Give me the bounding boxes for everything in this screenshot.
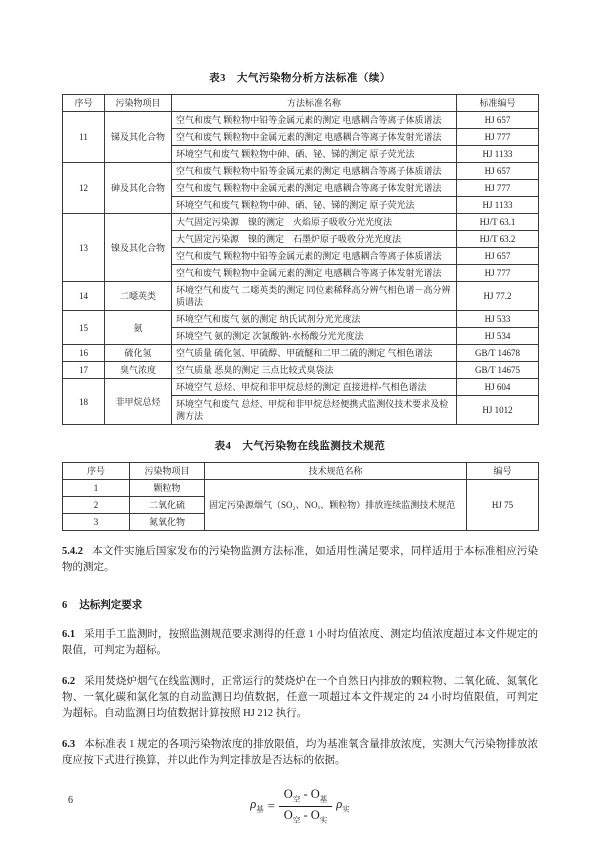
group-no: 17 bbox=[63, 362, 105, 379]
table4-header-pollutant: 污染物项目 bbox=[130, 463, 205, 480]
table4-header-spec: 技术规范名称 bbox=[205, 463, 467, 480]
standard-code: HJ 77.2 bbox=[457, 282, 539, 311]
section-6-heading bbox=[62, 597, 538, 612]
clause-text: 采用焚烧炉烟气在线监测时，正常运行的焚烧炉在一个自然日内排放的颗粒物、二氧化硫、氮氧化物、一氧化碳和氯化氢的自动监测日均值数据，任意一项超过本文件规定的 24 小时均值限值，可判定为超标。自动监测日均值数据计算按照 HJ 212 执行。 bbox=[62, 676, 538, 719]
method-name: 环境空气和废气 颗粒物中砷、硒、铋、锑的测定 原子荧光法 bbox=[172, 197, 457, 214]
section-number: 6 bbox=[62, 600, 68, 611]
pollutant-name: 锑及其化合物 bbox=[105, 112, 172, 163]
clause-text: 采用手工监测时，按照监测规范要求测得的任意 1 小时均值浓度、测定均值浓度超过本文件规定的限值，可判定为超标。 bbox=[62, 629, 538, 656]
pollutant-name: 颗粒物 bbox=[130, 480, 205, 497]
pollutant-name: 臭气浓度 bbox=[105, 362, 172, 379]
table-row bbox=[63, 480, 539, 497]
group-no: 12 bbox=[63, 163, 105, 214]
table3-header-pollutant: 污染物项目 bbox=[105, 95, 172, 112]
clause-6-2 bbox=[62, 674, 538, 722]
table-row bbox=[63, 112, 539, 129]
table3-header-code: 标准编号 bbox=[457, 95, 539, 112]
pollutant-name: 非甲烷总烃 bbox=[105, 379, 172, 425]
standard-code: HJ 777 bbox=[457, 129, 539, 146]
pollutant-name: 二氧化硫 bbox=[130, 497, 205, 514]
clause-number: 6.3 bbox=[62, 739, 76, 750]
method-name: 空气和废气 颗粒物中铅等金属元素的测定 电感耦合等离子体质谱法 bbox=[172, 112, 457, 129]
pollutant-name: 硫化氢 bbox=[105, 345, 172, 362]
pollutant-name: 镍及其化合物 bbox=[105, 214, 172, 282]
method-name: 空气和废气 颗粒物中金属元素的测定 电感耦合等离子体发射光谱法 bbox=[172, 180, 457, 197]
group-no: 15 bbox=[63, 311, 105, 345]
table-row bbox=[63, 345, 539, 362]
clause-number: 5.4.2 bbox=[62, 546, 83, 557]
page-content bbox=[62, 0, 538, 825]
method-name: 环境空气和废气 氨的测定 纳氏试剂分光光度法 bbox=[172, 311, 457, 328]
method-name: 空气质量 硫化氢、甲硫醇、甲硫醚和二甲二硫的测定 气相色谱法 bbox=[172, 345, 457, 362]
pollutant-name: 氮氧化物 bbox=[130, 514, 205, 531]
standard-code: HJ 533 bbox=[457, 311, 539, 328]
method-name: 空气和废气 颗粒物中铅等金属元素的测定 电感耦合等离子体质谱法 bbox=[172, 248, 457, 265]
table-row bbox=[63, 163, 539, 180]
method-name: 空气和废气 颗粒物中金属元素的测定 电感耦合等离子体发射光谱法 bbox=[172, 129, 457, 146]
formula-lhs: $\rho_基$ bbox=[250, 797, 264, 814]
table4-header-code: 编号 bbox=[467, 463, 539, 480]
standard-code: HJ 657 bbox=[457, 163, 539, 180]
method-name: 环境空气和废气 总烃、甲烷和非甲烷总烃便携式监测仪技术要求及检测方法 bbox=[172, 396, 457, 425]
clause-number: 6.2 bbox=[62, 676, 76, 687]
standard-code: HJ 1133 bbox=[457, 197, 539, 214]
method-name: 环境空气 总烃、甲烷和非甲烷总烃的测定 直接进样-气相色谱法 bbox=[172, 379, 457, 396]
standard-code: HJ/T 63.1 bbox=[457, 214, 539, 231]
fraction-denominator: $O_空 - O_实$ bbox=[283, 807, 328, 824]
table3-header-no: 序号 bbox=[63, 95, 105, 112]
group-no: 11 bbox=[63, 112, 105, 163]
clause-text: 本文件实施后国家发布的污染物监测方法标准，如适用性满足要求，同样适用于本标准相应污染物的测定。 bbox=[62, 546, 538, 573]
row-no: 3 bbox=[63, 514, 130, 531]
equals-sign: = bbox=[267, 798, 275, 813]
standard-code: HJ 777 bbox=[457, 265, 539, 282]
clause-5-4-2 bbox=[62, 544, 538, 576]
row-no: 2 bbox=[63, 497, 130, 514]
table4-title: 表4 大气污染物在线监测技术规范 bbox=[214, 441, 386, 452]
method-name: 空气和废气 颗粒物中铅等金属元素的测定 电感耦合等离子体质谱法 bbox=[172, 163, 457, 180]
row-no: 1 bbox=[63, 480, 130, 497]
clause-6-3 bbox=[62, 737, 538, 769]
table4-header-row bbox=[63, 463, 539, 480]
formula-rhs: $\rho_实$ bbox=[336, 797, 350, 814]
table3-header-row bbox=[63, 95, 539, 112]
table3 bbox=[62, 94, 539, 425]
method-name: 空气质量 恶臭的测定 三点比较式臭袋法 bbox=[172, 362, 457, 379]
standard-code: HJ 777 bbox=[457, 180, 539, 197]
clause-text: 本标准表 1 规定的各项污染物浓度的排放限值，均为基准氧含量排放浓度，实测大气污染物排放浓度应按下式进行换算，并以此作为判定排放是否达标的依据。 bbox=[62, 739, 538, 766]
standard-code: HJ 657 bbox=[457, 112, 539, 129]
page-number: 6 bbox=[68, 795, 73, 806]
table4 bbox=[62, 462, 539, 531]
table-row bbox=[63, 282, 539, 311]
table4-header-no: 序号 bbox=[63, 463, 130, 480]
group-no: 13 bbox=[63, 214, 105, 282]
table3-title: 表3 大气污染物分析方法标准（续） bbox=[209, 73, 391, 84]
clause-number: 6.1 bbox=[62, 629, 76, 640]
standard-code: GB/T 14675 bbox=[457, 362, 539, 379]
table-row bbox=[63, 379, 539, 396]
standard-code: HJ/T 63.2 bbox=[457, 231, 539, 248]
table-row bbox=[63, 311, 539, 328]
method-name: 环境空气和废气 颗粒物中砷、硒、铋、锑的测定 原子荧光法 bbox=[172, 146, 457, 163]
pollutant-name: 二噁英类 bbox=[105, 282, 172, 311]
method-name: 环境空气 氨的测定 次氯酸钠-水杨酸分光光度法 bbox=[172, 328, 457, 345]
group-no: 18 bbox=[63, 379, 105, 425]
formula-fraction bbox=[279, 787, 332, 825]
pollutant-name: 砷及其化合物 bbox=[105, 163, 172, 214]
table3-header-method: 方法标准名称 bbox=[172, 95, 457, 112]
method-name: 环境空气和废气 二噁英类的测定 同位素稀释高分辨气相色谱－高分辨质谱法 bbox=[172, 282, 457, 311]
clause-6-1 bbox=[62, 627, 538, 659]
fraction-numerator: $O_空 - O_基$ bbox=[279, 787, 332, 807]
table-row bbox=[63, 362, 539, 379]
group-no: 14 bbox=[63, 282, 105, 311]
section-title: 达标判定要求 bbox=[79, 600, 143, 611]
standard-code: HJ 75 bbox=[467, 480, 539, 531]
group-no: 16 bbox=[63, 345, 105, 362]
method-name: 大气固定污染源 镍的测定 火焰原子吸收分光光度法 bbox=[172, 214, 457, 231]
table-row bbox=[63, 214, 539, 231]
standard-code: HJ 657 bbox=[457, 248, 539, 265]
method-name: 空气和废气 颗粒物中金属元素的测定 电感耦合等离子体发射光谱法 bbox=[172, 265, 457, 282]
standard-code: HJ 1133 bbox=[457, 146, 539, 163]
pollutant-name: 氨 bbox=[105, 311, 172, 345]
standard-code: HJ 534 bbox=[457, 328, 539, 345]
method-name: 大气固定污染源 镍的测定 石墨炉原子吸收分光光度法 bbox=[172, 231, 457, 248]
standard-code: HJ 604 bbox=[457, 379, 539, 396]
oxygen-conversion-formula bbox=[62, 787, 538, 825]
standard-code: GB/T 14678 bbox=[457, 345, 539, 362]
spec-name: 固定污染源烟气（SO₂、NOₓ、颗粒物）排放连续监测技术规范 bbox=[205, 480, 467, 531]
standard-code: HJ 1012 bbox=[457, 396, 539, 425]
